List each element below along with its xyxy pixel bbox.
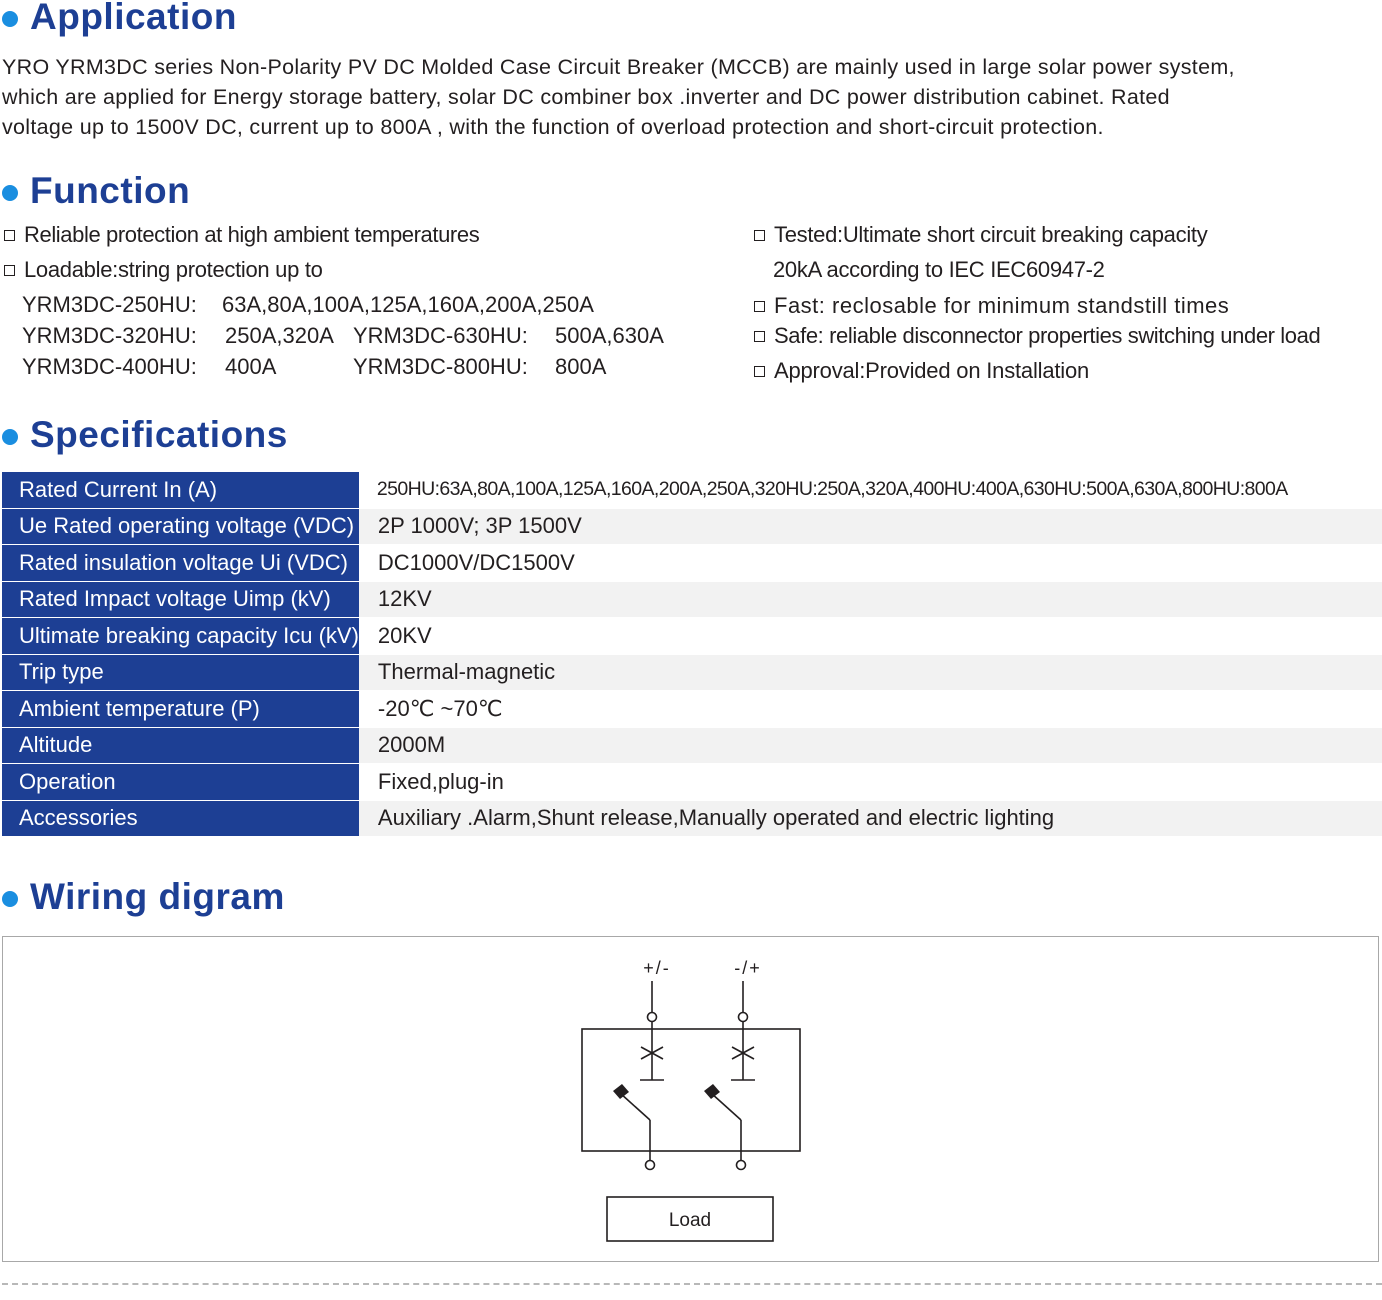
function-heading xyxy=(2,170,190,212)
table-row xyxy=(2,800,1382,837)
table-row xyxy=(2,618,1382,655)
model-values: 800A xyxy=(555,354,607,379)
bullet-dot-icon xyxy=(2,185,18,201)
specifications-title: Specifications xyxy=(30,414,288,455)
function-item: Approval:Provided on Installation xyxy=(754,358,1089,384)
function-item: Loadable:string protection up to xyxy=(4,257,323,283)
bullet-dot-icon xyxy=(2,891,18,907)
model-name: YRM3DC-250HU: xyxy=(22,292,197,317)
checkbox-square-icon xyxy=(4,265,15,276)
wiring-heading xyxy=(2,876,285,918)
spec-label: Operation xyxy=(2,764,359,801)
spec-label: Rated insulation voltage Ui (VDC) xyxy=(2,545,359,582)
model-row xyxy=(22,323,664,349)
spec-label: Accessories xyxy=(2,800,359,837)
function-item: Fast: reclosable for minimum standstill times xyxy=(754,293,1229,319)
spec-value: Fixed,plug-in xyxy=(359,764,1382,801)
left-switch-blade xyxy=(620,1093,650,1120)
function-item: Reliable protection at high ambient temperatures xyxy=(4,222,479,248)
application-title: Application xyxy=(30,0,237,37)
spec-value: 2000M xyxy=(359,727,1382,764)
left-switch-pivot-icon xyxy=(613,1084,629,1099)
function-item: Safe: reliable disconnector properties switching under load xyxy=(754,323,1320,349)
application-paragraph xyxy=(2,52,1380,142)
spec-label: Rated Impact voltage Uimp (kV) xyxy=(2,581,359,618)
wiring-diagram xyxy=(3,937,1380,1263)
spec-label: Altitude xyxy=(2,727,359,764)
checkbox-square-icon xyxy=(754,301,765,312)
model-values: 400A xyxy=(225,354,277,379)
bullet-dot-icon xyxy=(2,429,18,445)
table-row xyxy=(2,472,1382,508)
checkbox-square-icon xyxy=(754,331,765,342)
application-line-3: voltage up to 1500V DC, current up to 800A , with the function of overload protection and short-circuit protection. xyxy=(2,115,1104,139)
table-row xyxy=(2,545,1382,582)
spec-label: Ultimate breaking capacity Icu (kV) xyxy=(2,618,359,655)
terminal-left-label: +/- xyxy=(643,958,671,978)
terminal-right-label: -/+ xyxy=(734,958,762,978)
load-label: Load xyxy=(668,1210,712,1231)
spec-label: Ambient temperature (P) xyxy=(2,691,359,728)
left-input-terminal-icon xyxy=(648,1013,657,1022)
spec-label: Ue Rated operating voltage (VDC) xyxy=(2,508,359,545)
model-row xyxy=(22,354,607,380)
model-row xyxy=(22,292,594,318)
function-title: Function xyxy=(30,170,191,211)
table-row xyxy=(2,654,1382,691)
wiring-diagram-frame xyxy=(2,936,1379,1262)
model-values: 500A,630A xyxy=(555,323,664,348)
application-line-2: which are applied for Energy storage battery, solar DC combiner box .inverter and DC power distribution cabinet. Rated xyxy=(2,85,1170,109)
right-switch-pivot-icon xyxy=(704,1084,720,1099)
spec-value: DC1000V/DC1500V xyxy=(359,545,1382,582)
table-row xyxy=(2,691,1382,728)
specifications-heading xyxy=(2,414,288,456)
spec-label: Trip type xyxy=(2,654,359,691)
application-line-1: YRO YRM3DC series Non-Polarity PV DC Molded Case Circuit Breaker (MCCB) are mainly used in large solar power system, xyxy=(2,55,1235,79)
model-name: YRM3DC-800HU: xyxy=(353,354,528,379)
model-values: 250A,320A xyxy=(225,323,334,348)
application-heading xyxy=(2,0,237,38)
right-input-terminal-icon xyxy=(739,1013,748,1022)
function-item: Tested:Ultimate short circuit breaking capacity xyxy=(754,222,1207,248)
wiring-title: Wiring digram xyxy=(30,876,285,917)
model-name: YRM3DC-320HU: xyxy=(22,323,197,348)
spec-value: Auxiliary .Alarm,Shunt release,Manually operated and electric lighting xyxy=(359,800,1382,837)
checkbox-square-icon xyxy=(754,366,765,377)
bullet-dot-icon xyxy=(2,11,18,27)
table-row xyxy=(2,727,1382,764)
bottom-dashed-divider xyxy=(2,1283,1382,1285)
spec-value: 2P 1000V; 3P 1500V xyxy=(359,508,1382,545)
function-item-continued: 20kA according to IEC IEC60947-2 xyxy=(773,257,1105,282)
table-row xyxy=(2,764,1382,801)
spec-value: 250HU:63A,80A,100A,125A,160A,200A,250A,320HU:250A,320A,400HU:400A,630HU:500A,630A,800HU:800A xyxy=(359,472,1382,508)
spec-value: Thermal-magnetic xyxy=(359,654,1382,691)
model-values: 63A,80A,100A,125A,160A,200A,250A xyxy=(222,292,594,317)
table-row xyxy=(2,508,1382,545)
spec-value: -20℃ ~70℃ xyxy=(359,691,1382,728)
spec-value: 12KV xyxy=(359,581,1382,618)
left-output-terminal-icon xyxy=(646,1161,655,1170)
model-name: YRM3DC-630HU: xyxy=(353,323,528,348)
right-switch-blade xyxy=(711,1093,741,1120)
specifications-table xyxy=(2,472,1382,837)
model-name: YRM3DC-400HU: xyxy=(22,354,197,379)
spec-label: Rated Current In (A) xyxy=(2,472,359,508)
spec-value: 20KV xyxy=(359,618,1382,655)
right-output-terminal-icon xyxy=(737,1161,746,1170)
table-row xyxy=(2,581,1382,618)
checkbox-square-icon xyxy=(754,230,765,241)
checkbox-square-icon xyxy=(4,230,15,241)
